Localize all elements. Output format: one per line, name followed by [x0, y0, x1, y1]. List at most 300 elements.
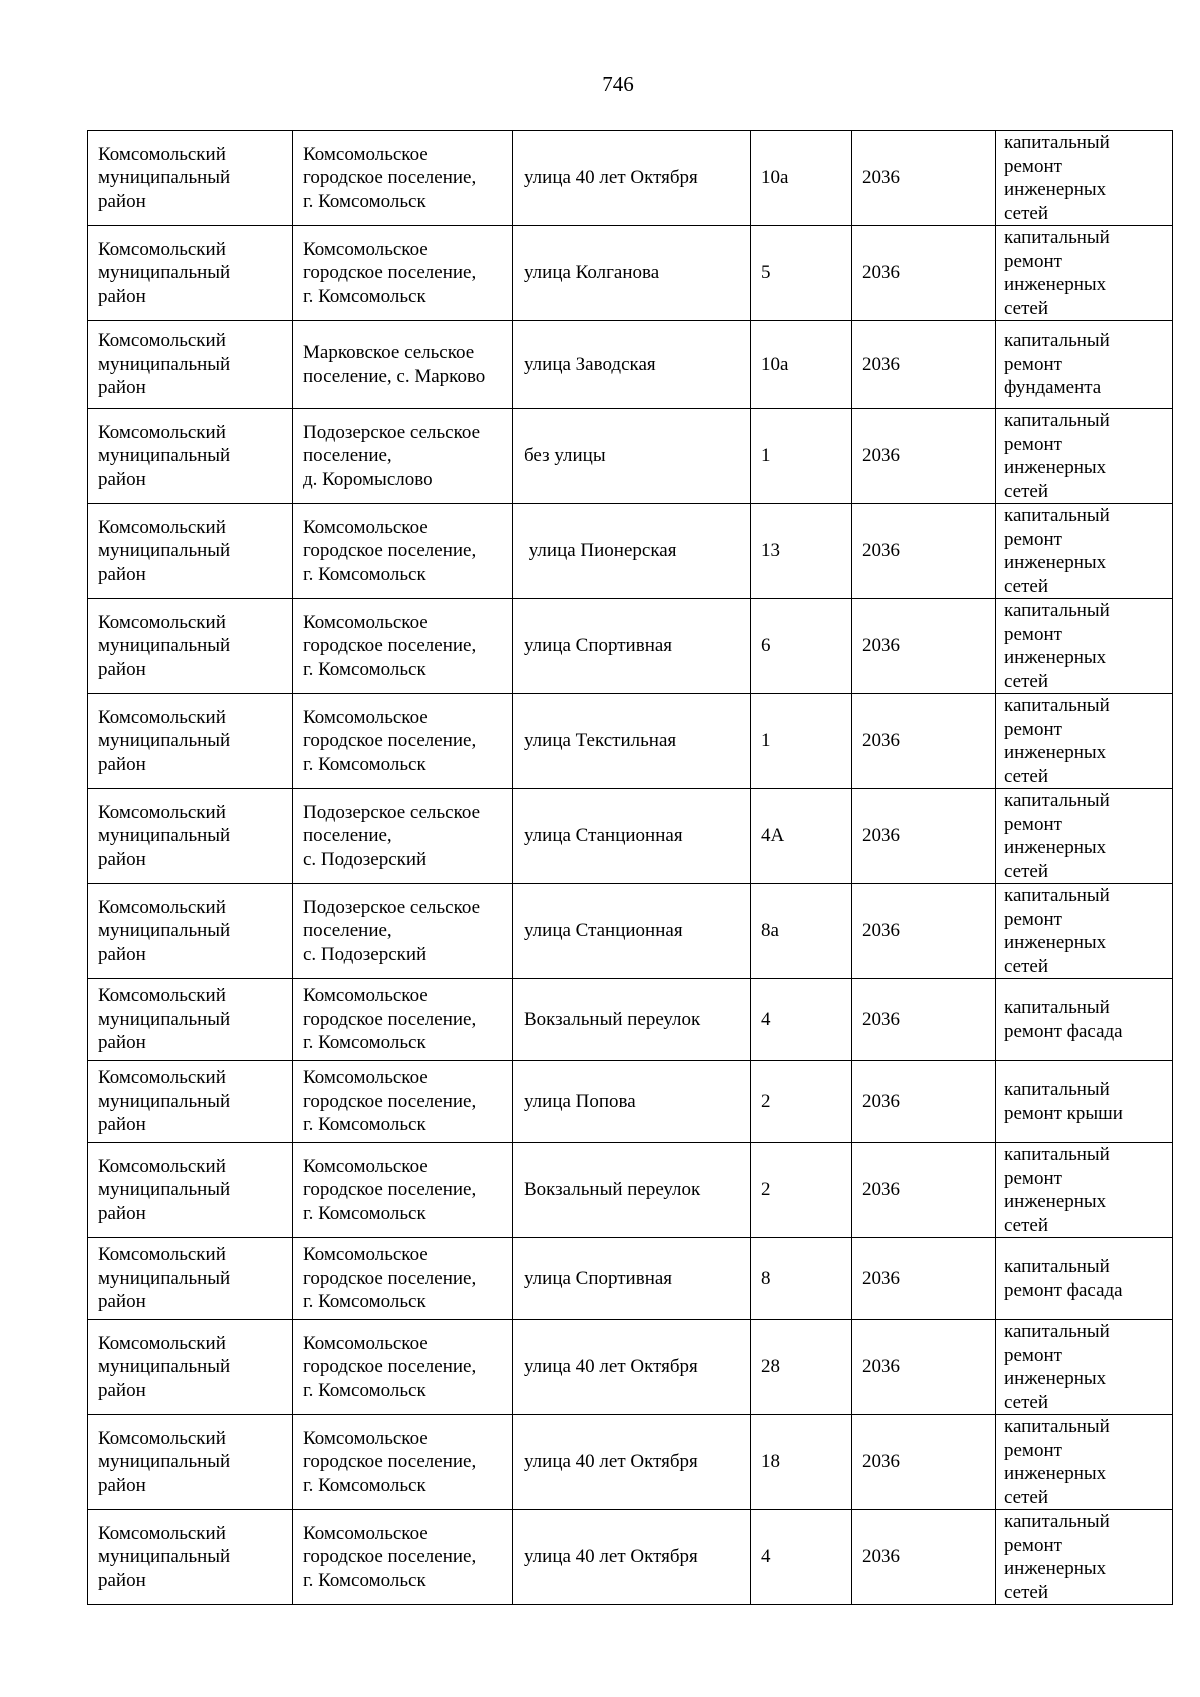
- table-row: [88, 504, 1173, 599]
- district-cell-line: муниципальный: [98, 635, 231, 657]
- district-cell-line: муниципальный: [98, 262, 231, 284]
- work-type-cell-line: ремонт фасада: [1004, 1020, 1123, 1042]
- table-row: [88, 321, 1173, 409]
- work-type-cell: [996, 321, 1173, 409]
- year-cell-text: 2036: [862, 540, 900, 562]
- work-type-cell: [996, 979, 1173, 1061]
- work-type-cell-line: инженерных: [1004, 1463, 1107, 1484]
- district-cell-line: район: [98, 1569, 146, 1591]
- street-cell: [513, 321, 751, 409]
- settlement-cell: [293, 694, 513, 789]
- street-cell: [513, 226, 751, 321]
- work-type-cell-line: фундамента: [1004, 377, 1102, 399]
- year-cell: [852, 131, 996, 226]
- work-type-cell-line: капитальный: [1004, 997, 1110, 1018]
- district-cell: [88, 409, 293, 504]
- district-cell-line: муниципальный: [98, 540, 231, 562]
- street-cell: [513, 1061, 751, 1143]
- settlement-cell-line: г. Комсомольск: [303, 285, 426, 307]
- district-cell-line: район: [98, 848, 146, 870]
- year-cell-text: 2036: [862, 1008, 900, 1030]
- work-type-cell-line: инженерных: [1004, 552, 1107, 573]
- district-cell-line: район: [98, 377, 146, 399]
- district-cell-line: Комсомольский: [98, 143, 226, 165]
- year-cell-text: 2036: [862, 825, 900, 847]
- settlement-cell-line: г. Комсомольск: [303, 1474, 426, 1496]
- district-cell-line: район: [98, 285, 146, 307]
- work-type-cell-line: капитальный: [1004, 1511, 1110, 1532]
- work-type-cell-line: инженерных: [1004, 274, 1107, 295]
- house-number-cell: [751, 979, 852, 1061]
- year-cell-text: 2036: [862, 920, 900, 942]
- house-number-cell-text: 6: [761, 635, 771, 657]
- district-cell-line: район: [98, 1379, 146, 1401]
- work-type-cell-line: сетей: [1004, 480, 1049, 502]
- table-row: [88, 979, 1173, 1061]
- settlement-cell-line: Комсомольское: [303, 1522, 428, 1544]
- table-row: [88, 1415, 1173, 1510]
- work-type-cell-line: сетей: [1004, 765, 1049, 787]
- work-type-cell-line: капитальный: [1004, 1079, 1110, 1100]
- house-number-cell: [751, 789, 852, 884]
- street-cell: [513, 979, 751, 1061]
- settlement-cell-line: городское поселение,: [303, 1090, 477, 1112]
- district-cell-line: Комсомольский: [98, 611, 226, 633]
- district-cell-line: район: [98, 563, 146, 585]
- settlement-cell-line: Комсомольское: [303, 1332, 428, 1354]
- work-type-cell-line: капитальный: [1004, 227, 1110, 248]
- settlement-cell-line: городское поселение,: [303, 1267, 477, 1289]
- house-number-cell-text: 1: [761, 445, 771, 467]
- work-type-cell-line: сетей: [1004, 297, 1049, 319]
- settlement-cell: [293, 409, 513, 504]
- work-type-cell-line: ремонт: [1004, 718, 1062, 740]
- work-type-cell: [996, 1510, 1173, 1605]
- year-cell: [852, 504, 996, 599]
- work-type-cell-line: инженерных: [1004, 1191, 1107, 1212]
- year-cell: [852, 884, 996, 979]
- work-type-cell-line: ремонт: [1004, 1167, 1062, 1189]
- district-cell-line: Комсомольский: [98, 1427, 226, 1449]
- work-type-cell-line: инженерных: [1004, 1558, 1107, 1579]
- work-type-cell-line: ремонт: [1004, 908, 1062, 930]
- house-number-cell-text: 28: [761, 1356, 780, 1378]
- district-cell: [88, 884, 293, 979]
- district-cell-line: Комсомольский: [98, 985, 226, 1007]
- street-cell-text: улица Пионерская: [524, 540, 677, 562]
- work-type-cell: [996, 1061, 1173, 1143]
- table-row: [88, 226, 1173, 321]
- house-number-cell-text: 2: [761, 1179, 771, 1201]
- street-cell: [513, 1320, 751, 1415]
- district-cell: [88, 979, 293, 1061]
- district-cell-line: муниципальный: [98, 167, 231, 189]
- work-type-cell-line: инженерных: [1004, 647, 1107, 668]
- settlement-cell-line: Комсомольское: [303, 706, 428, 728]
- house-number-cell-text: 5: [761, 262, 771, 284]
- work-type-cell-line: сетей: [1004, 1391, 1049, 1413]
- district-cell-line: Комсомольский: [98, 1155, 226, 1177]
- district-cell: [88, 1415, 293, 1510]
- settlement-cell-line: городское поселение,: [303, 167, 477, 189]
- district-cell: [88, 694, 293, 789]
- work-type-cell-line: капитальный: [1004, 695, 1110, 716]
- work-type-cell: [996, 504, 1173, 599]
- settlement-cell-line: г. Комсомольск: [303, 753, 426, 775]
- settlement-cell: [293, 321, 513, 409]
- year-cell: [852, 321, 996, 409]
- settlement-cell-line: с. Подозерский: [303, 848, 427, 870]
- settlement-cell-line: городское поселение,: [303, 730, 477, 752]
- work-type-cell-line: ремонт: [1004, 1439, 1062, 1461]
- house-number-cell: [751, 131, 852, 226]
- work-type-cell-line: сетей: [1004, 1486, 1049, 1508]
- work-type-cell: [996, 1143, 1173, 1238]
- settlement-cell: [293, 504, 513, 599]
- table-row: [88, 884, 1173, 979]
- year-cell: [852, 409, 996, 504]
- work-type-cell-line: капитальный: [1004, 790, 1110, 811]
- house-number-cell: [751, 599, 852, 694]
- settlement-cell-line: городское поселение,: [303, 1451, 477, 1473]
- settlement-cell-line: поселение, с. Марково: [303, 365, 486, 387]
- work-type-cell-line: капитальный: [1004, 600, 1110, 621]
- street-cell: [513, 1510, 751, 1605]
- work-type-cell-line: сетей: [1004, 1214, 1049, 1236]
- work-type-cell-line: сетей: [1004, 1581, 1049, 1603]
- work-type-cell: [996, 694, 1173, 789]
- street-cell-text: улица 40 лет Октября: [524, 1546, 698, 1568]
- table-row: [88, 1510, 1173, 1605]
- district-cell-line: район: [98, 1114, 146, 1136]
- district-cell: [88, 226, 293, 321]
- work-type-cell: [996, 1415, 1173, 1510]
- settlement-cell-line: Подозерское сельское: [303, 421, 481, 443]
- settlement-cell-line: городское поселение,: [303, 1008, 477, 1030]
- house-number-cell: [751, 226, 852, 321]
- settlement-cell-line: Комсомольское: [303, 1067, 428, 1089]
- district-cell: [88, 504, 293, 599]
- work-type-cell: [996, 599, 1173, 694]
- work-type-cell-line: капитальный: [1004, 132, 1110, 153]
- house-number-cell: [751, 1510, 852, 1605]
- district-cell: [88, 131, 293, 226]
- settlement-cell: [293, 1143, 513, 1238]
- house-number-cell-text: 10а: [761, 167, 789, 189]
- settlement-cell-line: поселение,: [303, 825, 392, 847]
- work-type-cell-line: инженерных: [1004, 932, 1107, 953]
- settlement-cell-line: г. Комсомольск: [303, 1291, 426, 1313]
- house-number-cell-text: 13: [761, 540, 780, 562]
- settlement-cell: [293, 1415, 513, 1510]
- district-cell: [88, 1238, 293, 1320]
- settlement-cell: [293, 979, 513, 1061]
- table-row: [88, 1238, 1173, 1320]
- year-cell-text: 2036: [862, 262, 900, 284]
- year-cell: [852, 694, 996, 789]
- district-cell: [88, 1061, 293, 1143]
- work-type-cell-line: капитальный: [1004, 1256, 1110, 1277]
- table-row: [88, 694, 1173, 789]
- street-cell-text: улица Заводская: [524, 353, 656, 375]
- work-type-cell: [996, 1320, 1173, 1415]
- year-cell-text: 2036: [862, 1267, 900, 1289]
- settlement-cell: [293, 1238, 513, 1320]
- district-cell-line: район: [98, 658, 146, 680]
- settlement-cell-line: г. Комсомольск: [303, 563, 426, 585]
- settlement-cell-line: Комсомольское: [303, 1244, 428, 1266]
- settlement-cell-line: городское поселение,: [303, 262, 477, 284]
- street-cell: [513, 789, 751, 884]
- settlement-cell-line: Комсомольское: [303, 1427, 428, 1449]
- work-type-cell-line: ремонт: [1004, 1534, 1062, 1556]
- street-cell-text: без улицы: [524, 445, 606, 467]
- house-number-cell: [751, 1320, 852, 1415]
- work-type-cell-line: ремонт: [1004, 433, 1062, 455]
- work-type-cell: [996, 226, 1173, 321]
- work-type-cell-line: инженерных: [1004, 742, 1107, 763]
- year-cell: [852, 1143, 996, 1238]
- table-row: [88, 599, 1173, 694]
- district-cell-line: район: [98, 190, 146, 212]
- year-cell: [852, 226, 996, 321]
- settlement-cell-line: городское поселение,: [303, 1546, 477, 1568]
- work-type-cell-line: ремонт фасада: [1004, 1279, 1123, 1301]
- street-cell-text: улица Колганова: [524, 262, 660, 284]
- settlement-cell-line: г. Комсомольск: [303, 1032, 426, 1054]
- table-row: [88, 131, 1173, 226]
- settlement-cell-line: Марковское сельское: [303, 342, 475, 363]
- street-cell-text: улица Станционная: [524, 920, 683, 942]
- district-cell: [88, 1320, 293, 1415]
- house-number-cell-text: 8: [761, 1267, 771, 1289]
- district-cell-line: Комсомольский: [98, 706, 226, 728]
- work-type-cell: [996, 409, 1173, 504]
- table-row: [88, 1143, 1173, 1238]
- work-type-cell-line: ремонт: [1004, 353, 1062, 375]
- district-cell-line: муниципальный: [98, 920, 231, 942]
- work-type-cell-line: капитальный: [1004, 410, 1110, 431]
- street-cell: [513, 504, 751, 599]
- work-type-cell-line: сетей: [1004, 575, 1049, 597]
- house-number-cell-text: 4А: [761, 825, 785, 847]
- settlement-cell-line: Комсомольское: [303, 238, 428, 260]
- street-cell: [513, 409, 751, 504]
- district-cell-line: муниципальный: [98, 825, 231, 847]
- work-type-cell-line: капитальный: [1004, 1321, 1110, 1342]
- street-cell-text: улица Спортивная: [524, 635, 673, 657]
- district-cell: [88, 599, 293, 694]
- work-type-cell: [996, 131, 1173, 226]
- street-cell-text: Вокзальный переулок: [524, 1179, 701, 1201]
- work-type-cell-line: инженерных: [1004, 1368, 1107, 1389]
- work-type-cell-line: инженерных: [1004, 837, 1107, 858]
- district-cell-line: Комсомольский: [98, 1067, 226, 1089]
- table-row: [88, 409, 1173, 504]
- street-cell: [513, 131, 751, 226]
- district-cell-line: муниципальный: [98, 445, 231, 467]
- work-type-cell-line: капитальный: [1004, 885, 1110, 906]
- district-cell-line: Комсомольский: [98, 896, 226, 918]
- district-cell: [88, 1510, 293, 1605]
- street-cell: [513, 884, 751, 979]
- settlement-cell-line: г. Комсомольск: [303, 658, 426, 680]
- work-type-cell-line: инженерных: [1004, 179, 1107, 200]
- street-cell-text: улица 40 лет Октября: [524, 1451, 698, 1473]
- year-cell-text: 2036: [862, 445, 900, 467]
- district-cell-line: Комсомольский: [98, 1522, 226, 1544]
- year-cell: [852, 1238, 996, 1320]
- house-number-cell: [751, 884, 852, 979]
- street-cell-text: улица Текстильная: [524, 730, 677, 752]
- settlement-cell-line: г. Комсомольск: [303, 190, 426, 212]
- settlement-cell: [293, 1061, 513, 1143]
- table-body: [88, 131, 1173, 1605]
- district-cell-line: муниципальный: [98, 1356, 231, 1378]
- district-cell-line: муниципальный: [98, 1546, 231, 1568]
- year-cell: [852, 1510, 996, 1605]
- street-cell-text: улица 40 лет Октября: [524, 167, 698, 189]
- year-cell: [852, 979, 996, 1061]
- settlement-cell-line: г. Комсомольск: [303, 1114, 426, 1136]
- year-cell-text: 2036: [862, 1179, 900, 1201]
- street-cell: [513, 1238, 751, 1320]
- street-cell-text: улица 40 лет Октября: [524, 1356, 698, 1378]
- district-cell-line: муниципальный: [98, 1008, 231, 1030]
- year-cell: [852, 1415, 996, 1510]
- district-cell-line: муниципальный: [98, 1090, 231, 1112]
- district-cell-line: муниципальный: [98, 1179, 231, 1201]
- settlement-cell: [293, 226, 513, 321]
- settlement-cell-line: поселение,: [303, 445, 392, 467]
- district-cell-line: Комсомольский: [98, 1332, 226, 1354]
- district-cell-line: район: [98, 1474, 146, 1496]
- settlement-cell-line: д. Коромыслово: [303, 468, 433, 490]
- house-number-cell-text: 8а: [761, 920, 779, 942]
- work-type-cell: [996, 789, 1173, 884]
- house-number-cell: [751, 321, 852, 409]
- house-number-cell: [751, 1415, 852, 1510]
- table-row: [88, 789, 1173, 884]
- district-cell-line: район: [98, 943, 146, 965]
- settlement-cell-line: г. Комсомольск: [303, 1379, 426, 1401]
- street-cell: [513, 1143, 751, 1238]
- settlement-cell-line: городское поселение,: [303, 540, 477, 562]
- house-number-cell-text: 1: [761, 730, 771, 752]
- settlement-cell: [293, 599, 513, 694]
- settlement-cell-line: Комсомольское: [303, 985, 428, 1007]
- house-number-cell-text: 2: [761, 1090, 771, 1112]
- work-type-cell-line: сетей: [1004, 860, 1049, 882]
- district-cell-line: район: [98, 1291, 146, 1313]
- table-row: [88, 1061, 1173, 1143]
- work-type-cell: [996, 884, 1173, 979]
- house-number-cell: [751, 694, 852, 789]
- street-cell-text: улица Спортивная: [524, 1267, 673, 1289]
- work-type-cell-line: ремонт: [1004, 623, 1062, 645]
- year-cell: [852, 1061, 996, 1143]
- settlement-cell-line: г. Комсомольск: [303, 1202, 426, 1224]
- settlement-cell-line: Комсомольское: [303, 611, 428, 633]
- year-cell: [852, 599, 996, 694]
- district-cell: [88, 1143, 293, 1238]
- district-cell: [88, 789, 293, 884]
- settlement-cell-line: Комсомольское: [303, 143, 428, 165]
- year-cell: [852, 1320, 996, 1415]
- year-cell-text: 2036: [862, 1546, 900, 1568]
- settlement-cell-line: Подозерское сельское: [303, 801, 481, 823]
- district-cell-line: Комсомольский: [98, 421, 226, 443]
- work-type-cell-line: ремонт: [1004, 155, 1062, 177]
- settlement-cell: [293, 789, 513, 884]
- district-cell-line: муниципальный: [98, 1267, 231, 1289]
- settlement-cell-line: Подозерское сельское: [303, 896, 481, 918]
- district-cell-line: Комсомольский: [98, 516, 226, 538]
- settlement-cell-line: поселение,: [303, 920, 392, 942]
- house-number-cell: [751, 504, 852, 599]
- settlement-cell: [293, 131, 513, 226]
- repair-schedule-table: [87, 130, 1173, 1605]
- street-cell-text: Вокзальный переулок: [524, 1008, 701, 1030]
- work-type-cell-line: капитальный: [1004, 505, 1110, 526]
- year-cell-text: 2036: [862, 1451, 900, 1473]
- settlement-cell-line: с. Подозерский: [303, 943, 427, 965]
- house-number-cell-text: 4: [761, 1008, 771, 1030]
- district-cell-line: Комсомольский: [98, 238, 226, 260]
- district-cell-line: район: [98, 1202, 146, 1224]
- year-cell-text: 2036: [862, 353, 900, 375]
- street-cell: [513, 1415, 751, 1510]
- work-type-cell-line: сетей: [1004, 202, 1049, 224]
- district-cell-line: Комсомольский: [98, 1244, 226, 1266]
- house-number-cell-text: 4: [761, 1546, 771, 1568]
- work-type-cell-line: ремонт: [1004, 250, 1062, 272]
- street-cell-text: улица Станционная: [524, 825, 683, 847]
- work-type-cell-line: сетей: [1004, 670, 1049, 692]
- district-cell-line: район: [98, 753, 146, 775]
- year-cell-text: 2036: [862, 167, 900, 189]
- settlement-cell-line: г. Комсомольск: [303, 1569, 426, 1591]
- house-number-cell: [751, 409, 852, 504]
- settlement-cell-line: Комсомольское: [303, 516, 428, 538]
- year-cell-text: 2036: [862, 1356, 900, 1378]
- district-cell: [88, 321, 293, 409]
- house-number-cell: [751, 1238, 852, 1320]
- work-type-cell-line: капитальный: [1004, 330, 1110, 352]
- work-type-cell-line: ремонт крыши: [1004, 1102, 1123, 1124]
- house-number-cell-text: 18: [761, 1451, 780, 1473]
- settlement-cell-line: городское поселение,: [303, 635, 477, 657]
- work-type-cell: [996, 1238, 1173, 1320]
- house-number-cell-text: 10а: [761, 353, 789, 375]
- table-row: [88, 1320, 1173, 1415]
- settlement-cell-line: городское поселение,: [303, 1179, 477, 1201]
- settlement-cell-line: Комсомольское: [303, 1155, 428, 1177]
- settlement-cell: [293, 1510, 513, 1605]
- house-number-cell: [751, 1143, 852, 1238]
- district-cell-line: район: [98, 468, 146, 490]
- district-cell-line: Комсомольский: [98, 330, 226, 352]
- work-type-cell-line: сетей: [1004, 955, 1049, 977]
- district-cell-line: муниципальный: [98, 1451, 231, 1473]
- settlement-cell: [293, 1320, 513, 1415]
- district-cell-line: район: [98, 1032, 146, 1054]
- year-cell-text: 2036: [862, 730, 900, 752]
- district-cell-line: муниципальный: [98, 353, 231, 375]
- house-number-cell: [751, 1061, 852, 1143]
- street-cell: [513, 694, 751, 789]
- district-cell-line: Комсомольский: [98, 801, 226, 823]
